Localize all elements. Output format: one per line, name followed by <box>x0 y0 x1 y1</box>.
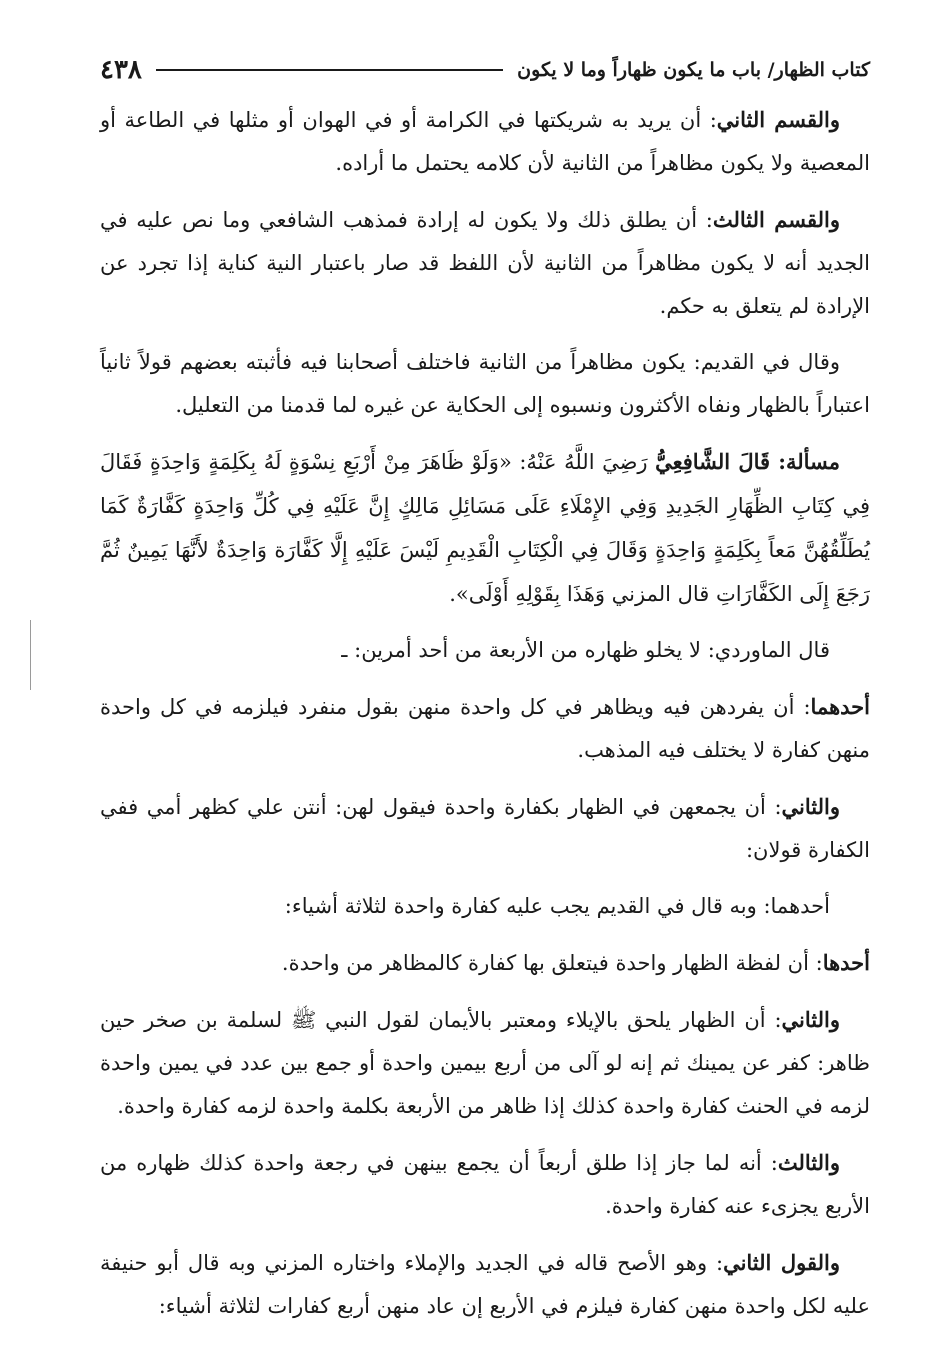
paragraph-lead: والثاني <box>781 794 840 819</box>
paragraph-lead: والقسم الثالث <box>712 207 840 232</box>
paragraph-first-opinion <box>100 885 870 928</box>
paragraph-second-opinion <box>100 1241 870 1328</box>
paragraph-text: : أن لفظة الظهار واحدة فيتعلق بها كفارة كالمظاهر من واحدة. <box>281 951 823 975</box>
paragraph-first <box>100 685 870 772</box>
paragraph-lead: أحدها <box>822 950 870 975</box>
paragraph-text: : أن يريد به شريكتها في الكرامة أو في الهوان أو مثلها في الطاعة أو المعصية ولا يكون مظاهراً من الثانية لأن كلامه يحتمل ما أراده. <box>100 108 870 175</box>
page-header <box>100 50 870 90</box>
paragraph-section-two <box>100 98 870 185</box>
header-rule <box>156 69 503 71</box>
paragraph-lead: مسألة: قَالَ الشَّافِعِيُّ <box>655 449 840 474</box>
paragraph-text: أحدهما: وبه قال في القديم يجب عليه كفارة واحدة لثلاثة أشياء: <box>284 894 830 918</box>
running-title: كتاب الظهار/ باب ما يكون ظهاراً وما لا يكون <box>517 59 870 81</box>
paragraph-reason-three <box>100 1141 870 1228</box>
paragraph-text: : أنه لما جاز إذا طلق أربعاً أن يجمع بينهن في رجعة واحدة كذلك ظهاره من الأربع يجزىء عنه كفارة واحدة. <box>100 1151 870 1218</box>
paragraph-text: : أن يجمعهن في الظهار بكفارة واحدة فيقول لهن: أنتن علي كظهر أمي ففي الكفارة قولان: <box>100 795 870 862</box>
paragraph-issue-quote <box>100 440 870 616</box>
paragraph-text: قال الماوردي: لا يخلو ظهاره من الأربعة من أحد أمرين: ـ <box>341 638 830 662</box>
paragraph-reason-two <box>100 998 870 1128</box>
paragraph-text: : أن يطلق ذلك ولا يكون له إرادة فمذهب الشافعي وما نص عليه في الجديد أنه لا يكون مظاهراً من الثانية لأن اللفظ قد صار باعتبار النية كناية إذا تجرد عن الإرادة لم يتعلق به حكم. <box>100 208 870 318</box>
paragraph-old-opinion <box>100 341 870 427</box>
paragraph-text: وقال في القديم: يكون مظاهراً من الثانية فاختلف أصحابنا فيه فأثبته بعضهم قولاً ثانياً اعتباراً بالظهار ونفاه الأكثرون ونسبوه إلى الحكاية عن غيره لما قدمنا من التعليل. <box>100 350 870 417</box>
paragraph-lead: والثالث <box>777 1150 840 1175</box>
paragraph-text: : أن يفردهن فيه ويظاهر في كل واحدة منهن بقول منفرد فيلزمه في كل واحدة منهن كفارة لا يختلف فيه المذهب. <box>100 695 870 762</box>
paragraph-lead: والقول الثاني <box>723 1250 841 1275</box>
paragraph-lead: والقسم الثاني <box>716 107 840 132</box>
paragraph-text: : وهو الأصح قاله في الجديد والإملاء واختاره المزني وبه قال أبو حنيفة عليه لكل واحدة منهن كفارة فيلزم في الأربع إن عاد منهن أربع كفارات لثلاثة أشياء: <box>100 1251 870 1318</box>
paragraph-second <box>100 785 870 872</box>
paragraph-text: رَضِيَ اللَّهُ عَنْهُ: «وَلَوْ ظَاهَرَ مِنْ أَرْبَعِ نِسْوَةٍ لَهُ بِكَلِمَةٍ وَاحِدَةٍ فَقَالَ فِي كِتَابِ الظِّهَارِ الجَدِيدِ وَفِي الإِمْلَاءِ عَلَى مَسَائِلِ مَالِكٍ إِنَّ عَلَيْهِ فِي كُلِّ وَاحِدَةٍ كَفَّارَةٌ كَمَا يُطَلِّقُهُنَّ مَعاً بِكَلِمَةٍ وَاحِدَةٍ وَقَالَ فِي الْكِتَابِ الْقَدِيمِ لَيْسَ عَلَيْهِ إِلَّا كَفَّارَة وَاحِدَةٌ لأَنَّهَا يَمِينٌ ثُمَّ رَجَعَ إِلَى الكَفَّارَاتِ قال المزني وَهَذَا بِقَوْلِهِ أَوْلَى». <box>100 450 870 606</box>
paragraph-mawardi <box>100 629 870 672</box>
paragraph-lead: والثاني <box>781 1007 840 1032</box>
paragraph-section-three <box>100 198 870 328</box>
paragraph-reason-one <box>100 941 870 985</box>
document-page <box>100 50 870 1341</box>
margin-scan-line <box>30 620 31 690</box>
paragraph-text: : أن الظهار يلحق بالإيلاء ومعتبر بالأيمان لقول النبي ﷺ لسلمة بن صخر حين ظاهر: كفر عن يمينك ثم إنه لو آلى من أربع بيمين واحدة أو جمع بين عدد في يمين واحدة لزمه في الحنث كفارة واحدة كذلك إذا ظاهر من الأربعة بكلمة واحدة لزمه كفارة واحدة. <box>100 1008 870 1118</box>
paragraph-lead: أحدهما <box>810 694 870 719</box>
page-number: ٤٣٨ <box>100 55 142 85</box>
